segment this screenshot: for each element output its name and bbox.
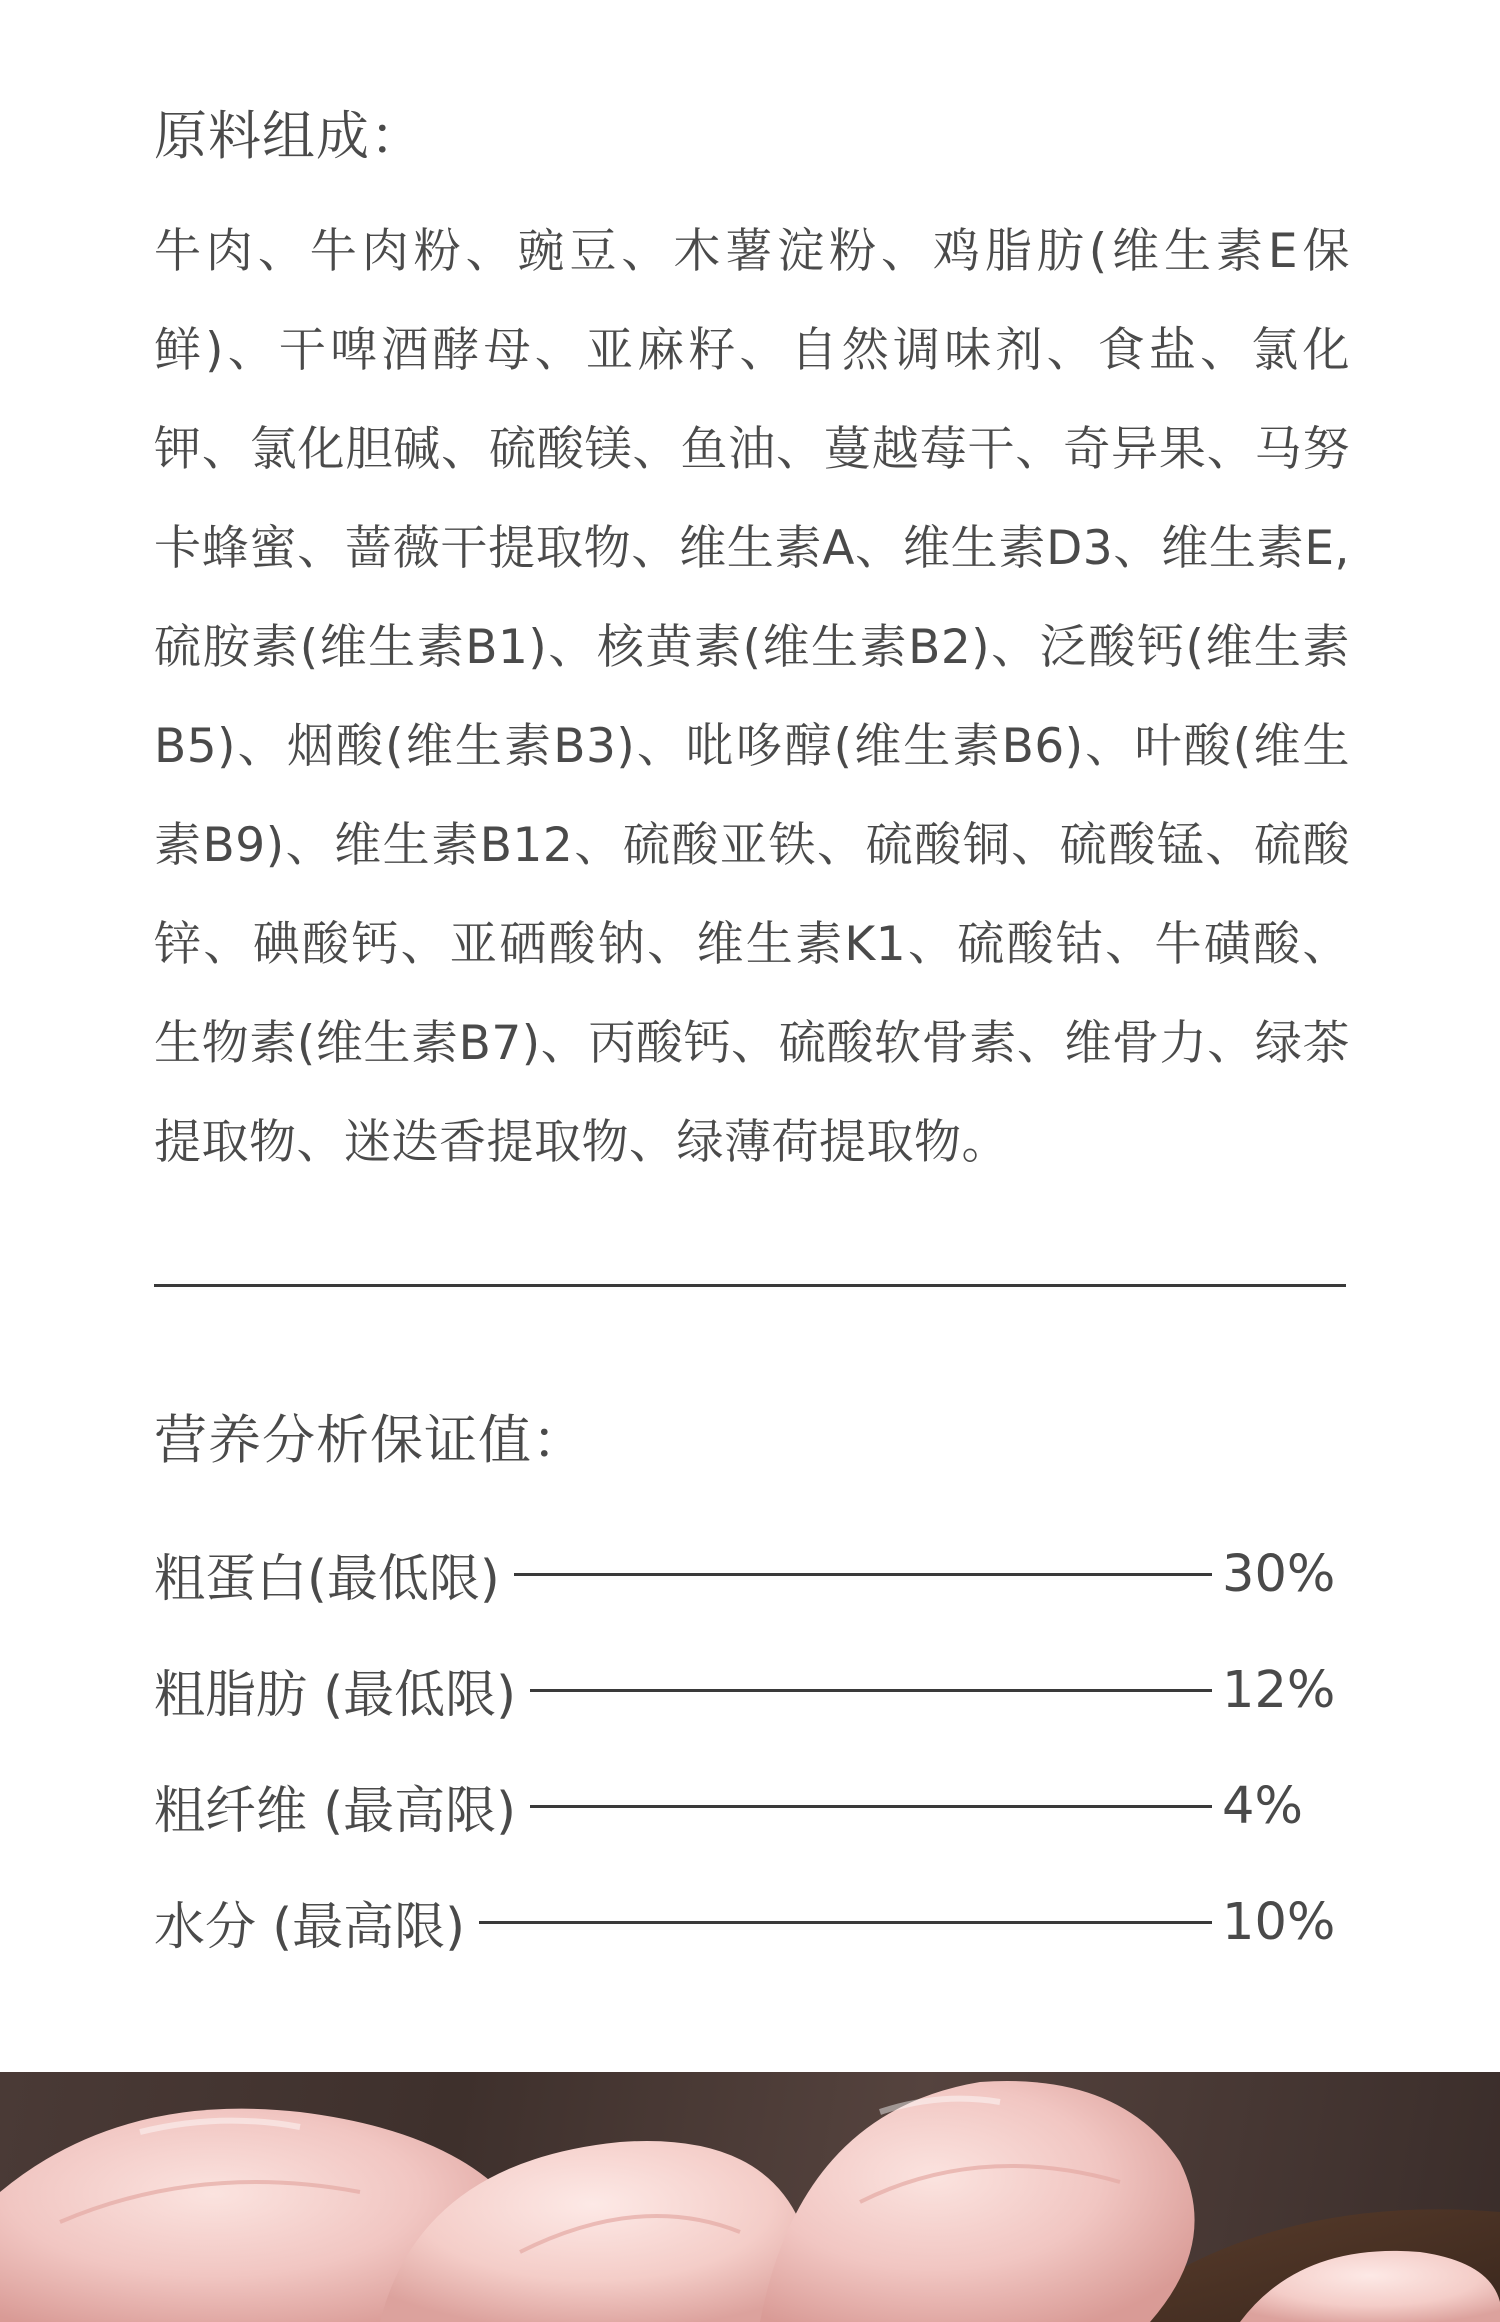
leader-line bbox=[530, 1689, 1212, 1692]
leader-line bbox=[479, 1921, 1212, 1924]
nutrition-label: 粗蛋白(最低限) bbox=[154, 1550, 500, 1609]
nutrition-section bbox=[154, 1396, 1346, 1980]
nutrition-row-moisture bbox=[154, 1864, 1346, 1980]
nutrition-value: 4% bbox=[1222, 1776, 1303, 1836]
ingredients-title: 原料组成： bbox=[154, 106, 424, 167]
nutrition-value: 12% bbox=[1222, 1660, 1336, 1720]
nutrition-list bbox=[154, 1516, 1346, 1980]
ingredients-section bbox=[154, 92, 1350, 1239]
nutrition-value: 30% bbox=[1222, 1544, 1336, 1604]
ingredients-text: 牛肉、牛肉粉、豌豆、木薯淀粉、鸡脂肪(维生素E保鲜)、干啤酒酵母、亚麻籽、自然调味剂、食盐、氯化钾、氯化胆碱、硫酸镁、鱼油、蔓越莓干、奇异果、马努卡蜂蜜、蔷薇干提取物、维生素A、维生素D3、维生素E,硫胺素(维生素B1)、核黄素(维生素B2)、泛酸钙(维生素B5)、烟酸(维生素B3)、吡哆醇(维生素B6)、叶酸(维生素B9)、维生素B12、硫酸亚铁、硫酸铜、硫酸锰、硫酸锌、碘酸钙、亚硒酸钠、维生素K1、硫酸钴、牛磺酸、生物素(维生素B7)、丙酸钙、硫酸软骨素、维骨力、绿茶提取物、迷迭香提取物、绿薄荷提取物。 bbox=[154, 224, 1350, 1170]
raw-meat-illustration bbox=[0, 2072, 1500, 2322]
nutrition-title: 营养分析保证值： bbox=[154, 1410, 586, 1471]
leader-line bbox=[530, 1805, 1212, 1808]
nutrition-label: 粗纤维 (最高限) bbox=[154, 1782, 517, 1841]
nutrition-label: 粗脂肪 (最低限) bbox=[154, 1666, 517, 1725]
nutrition-row-protein bbox=[154, 1516, 1346, 1632]
nutrition-row-fiber bbox=[154, 1748, 1346, 1864]
nutrition-label: 水分 (最高限) bbox=[154, 1898, 466, 1957]
leader-line bbox=[514, 1573, 1212, 1576]
nutrition-row-fat bbox=[154, 1632, 1346, 1748]
section-divider bbox=[154, 1284, 1346, 1287]
raw-meat-photo bbox=[0, 2072, 1500, 2322]
nutrition-value: 10% bbox=[1222, 1892, 1336, 1952]
